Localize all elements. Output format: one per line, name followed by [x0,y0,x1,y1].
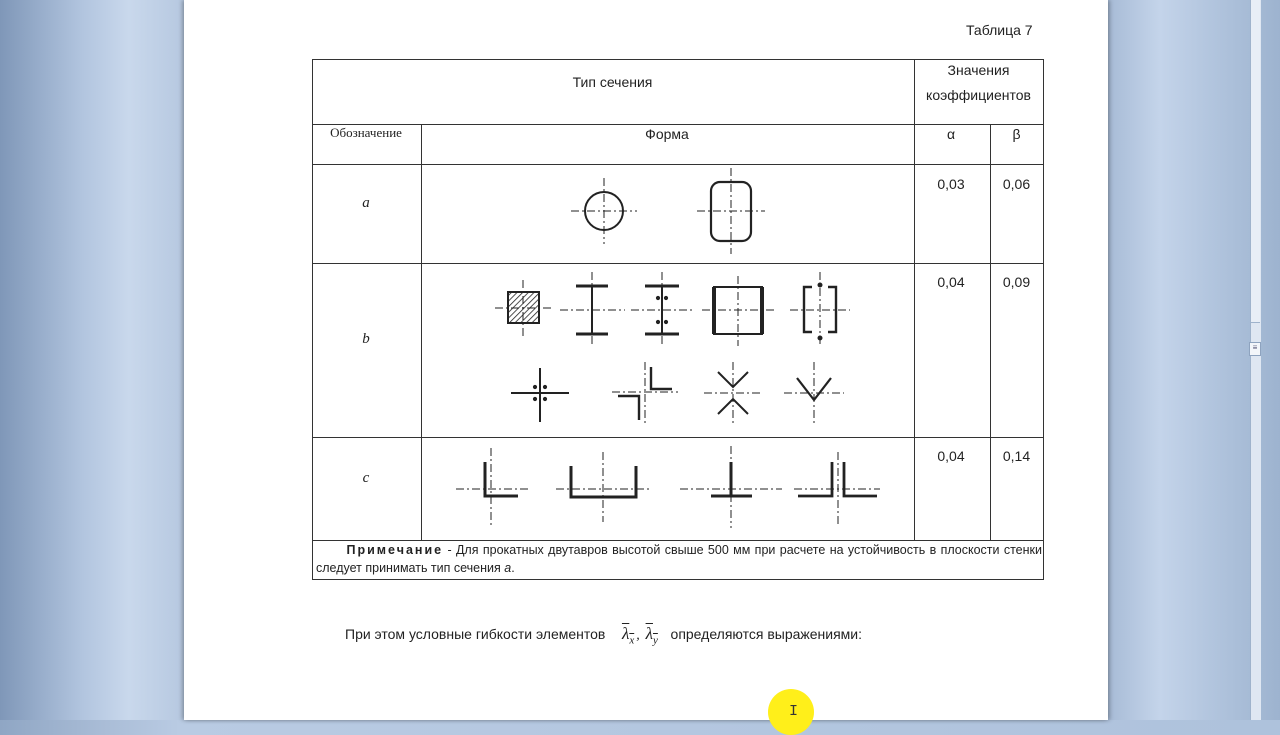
row-c-label: c [362,470,370,486]
row-b-alpha: 0,04 [937,274,965,290]
rounded-tube-section-icon [697,168,765,254]
row-b-label: b [362,331,370,347]
note-section-ref: a [504,561,512,575]
box-section-icon [702,276,776,346]
row-c-alpha: 0,04 [937,448,965,464]
circle-section-icon [571,178,637,244]
header-designation: Обозначение [330,125,402,140]
formula-text-before: При этом условные гибкости элементов [345,626,606,642]
split-handle-icon[interactable]: ≡ [1249,342,1261,356]
header-coef-values-1: Значения [947,62,1010,78]
channel-box-section-icon [790,272,850,346]
row-a-label: a [362,195,370,211]
solid-square-section-icon [495,280,553,338]
formula-paragraph: При этом условные гибкости элементов $\lambda_x$ , $\lambda_y$ определяются выражениями: [345,624,863,647]
lambda-y-subscript: y [652,634,658,647]
i-beam-section-icon [560,272,625,346]
lambda-x-subscript: x [629,634,635,647]
double-angle-tee-section-icon [794,452,880,526]
channel-section-icon [556,452,650,522]
text-cursor-icon: I [789,703,799,720]
header-section-type: Тип сечения [572,74,653,90]
note-text: - Для прокатных двутавров высотой свыше 500 мм при расчете на устойчивость в плоскости стенки следует принимать тип сечения [316,543,1042,575]
formula-text-after: определяются выражениями: [670,626,863,642]
header-coef-values-2: коэффициентов [926,87,1031,103]
row-a-beta: 0,06 [1002,176,1031,192]
double-angle-section-icon [612,362,678,424]
star-angles-section-icon [704,362,762,424]
cross-angles-section-icon [511,368,569,422]
note-end: . [511,561,515,575]
single-angle-section-icon [456,448,528,526]
table-note [316,541,1042,577]
row-a-alpha: 0,03 [937,176,965,192]
row-c-beta: 0,14 [1002,448,1031,464]
lambda-x-symbol: $\lambda_x$ [621,624,635,647]
row-b-beta: 0,09 [1002,274,1031,290]
welded-i-beam-section-icon [631,272,694,346]
header-beta: β [1012,126,1021,142]
tee-section-icon [680,446,782,528]
note-title: Примечание [346,543,444,557]
lambda-y-symbol: $\lambda_y$ [645,624,658,647]
header-alpha: α [946,126,956,142]
table-caption: Таблица 7 [966,22,1033,38]
header-form: Форма [645,126,689,142]
v-angle-section-icon [784,362,844,424]
